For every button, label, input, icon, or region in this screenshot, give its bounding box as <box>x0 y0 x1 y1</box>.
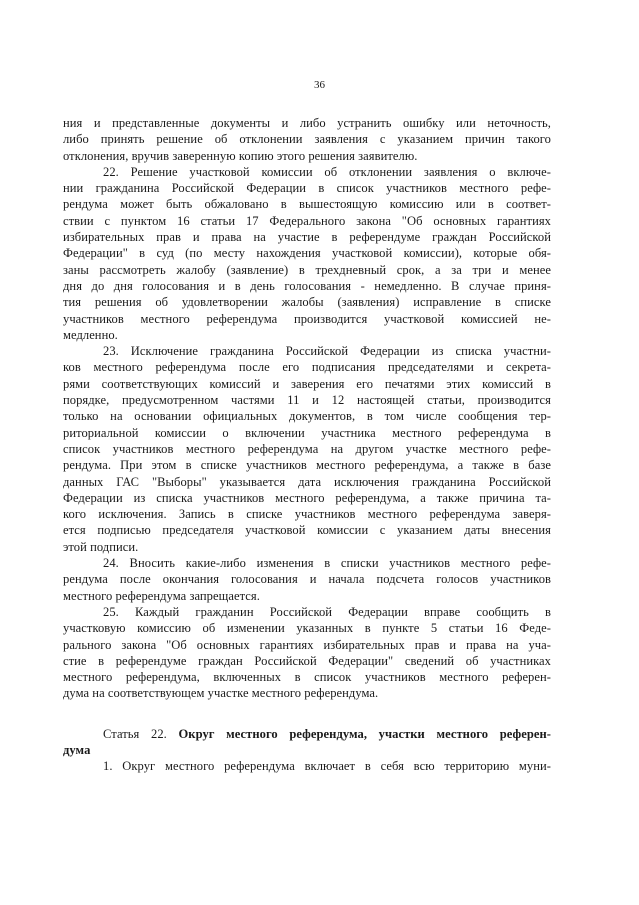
text-line: ния и представленные документы и либо устранить ошибку или неточность, <box>63 116 551 130</box>
text-line: стие в референдуме граждан Российской Федерации" сведений об участниках <box>63 653 551 668</box>
text-line: отклонения, вручив заверенную копию этого решения заявителю. <box>63 148 418 163</box>
paragraph-25-line: 25. Каждый гражданин Российской Федерации вправе сообщить в <box>103 604 551 619</box>
text-line: Федерации из списка участников местного референдума, а также причина та- <box>63 490 551 505</box>
text-line: ков местного референдума после его подписания председателями и секрета- <box>63 360 551 375</box>
text-line: нии гражданина Российской Федерации в список участников местного рефе- <box>63 181 551 196</box>
page-number: 36 <box>314 79 325 91</box>
text-line: рендума после окончания голосования и начала подсчета голосов участников <box>63 572 551 587</box>
text-line: медленно. <box>63 327 118 342</box>
article-title-continued: дума <box>63 742 91 757</box>
text-line: риториальной комиссии о включении участника местного референдума в <box>63 425 551 440</box>
paragraph-24-line: 24. Вносить какие-либо изменения в списки участников местного рефе- <box>103 556 551 571</box>
text-line: избирательных прав и права на участие в референдуме граждан Российской <box>63 230 551 245</box>
text-line: рального закона "Об основных гарантиях избирательных прав и права на уча- <box>63 637 551 652</box>
text-line: данных ГАС "Выборы" указывается дата исключения гражданина Российской <box>63 474 551 489</box>
section-gap <box>63 702 551 726</box>
text-line: участковую комиссию об изменении указанных в пункте 5 статьи 16 Феде- <box>63 621 551 636</box>
text-line: только на основании официальных документов, в том числе сообщения тер- <box>63 409 551 424</box>
page-text <box>63 115 551 775</box>
article-title: Округ местного референдума, участки местного референ- <box>178 726 551 741</box>
text-line: дня до дня голосования и в день голосования - немедленно. В случае приня- <box>63 278 551 293</box>
paragraph-22-line: 22. Решение участковой комиссии об отклонении заявления о включе- <box>103 164 551 179</box>
text-line: ется подписью председателя участковой комиссии с указанием даты внесения <box>63 523 551 538</box>
text-line: рями соответствующих комиссий и заверения его печатями этих комиссий в <box>63 376 551 391</box>
text-line: кого исключения. Запись в списке участников местного референдума заверя- <box>63 507 551 522</box>
text-line: заны рассмотреть жалобу (заявление) в трехдневный срок, а за три и менее <box>63 262 551 277</box>
text-line: дума на соответствующем участке местного референдума. <box>63 686 379 701</box>
article-heading <box>63 726 551 742</box>
text-line: Федерации" в суд (по месту нахождения участковой комиссии), которые обя- <box>63 246 551 261</box>
text-line: тия решения об удовлетворении жалобы (заявления) исправление в списке <box>63 295 551 310</box>
text-line: порядке, предусмотренном частями 11 и 12 настоящей статьи, производится <box>63 393 551 408</box>
text-line: местного референдума, включенных в список участников местного референ- <box>63 670 551 685</box>
article-number: Статья 22. <box>103 726 179 741</box>
text-line: список участников местного референдума на другом участке местного рефе- <box>63 441 551 456</box>
text-line: ствии с пунктом 16 статьи 17 Федерального закона "Об основных гарантиях <box>63 213 551 228</box>
text-line: рендума может быть обжаловано в вышестоящую комиссию или в соответ- <box>63 197 551 212</box>
text-line: этой подписи. <box>63 539 139 554</box>
paragraph-23-line: 23. Исключение гражданина Российской Федерации из списка участни- <box>103 344 551 359</box>
text-line: местного референдума запрещается. <box>63 588 260 603</box>
text-line: участников местного референдума производится участковой комиссией не- <box>63 311 551 326</box>
text-line: рендума. При этом в списке участников местного референдума, а также в базе <box>63 458 551 473</box>
article-22-paragraph-1: 1. Округ местного референдума включает в себя всю территорию муни- <box>103 759 551 774</box>
text-line: либо принять решение об отклонении заявления с указанием причин такого <box>63 132 551 147</box>
